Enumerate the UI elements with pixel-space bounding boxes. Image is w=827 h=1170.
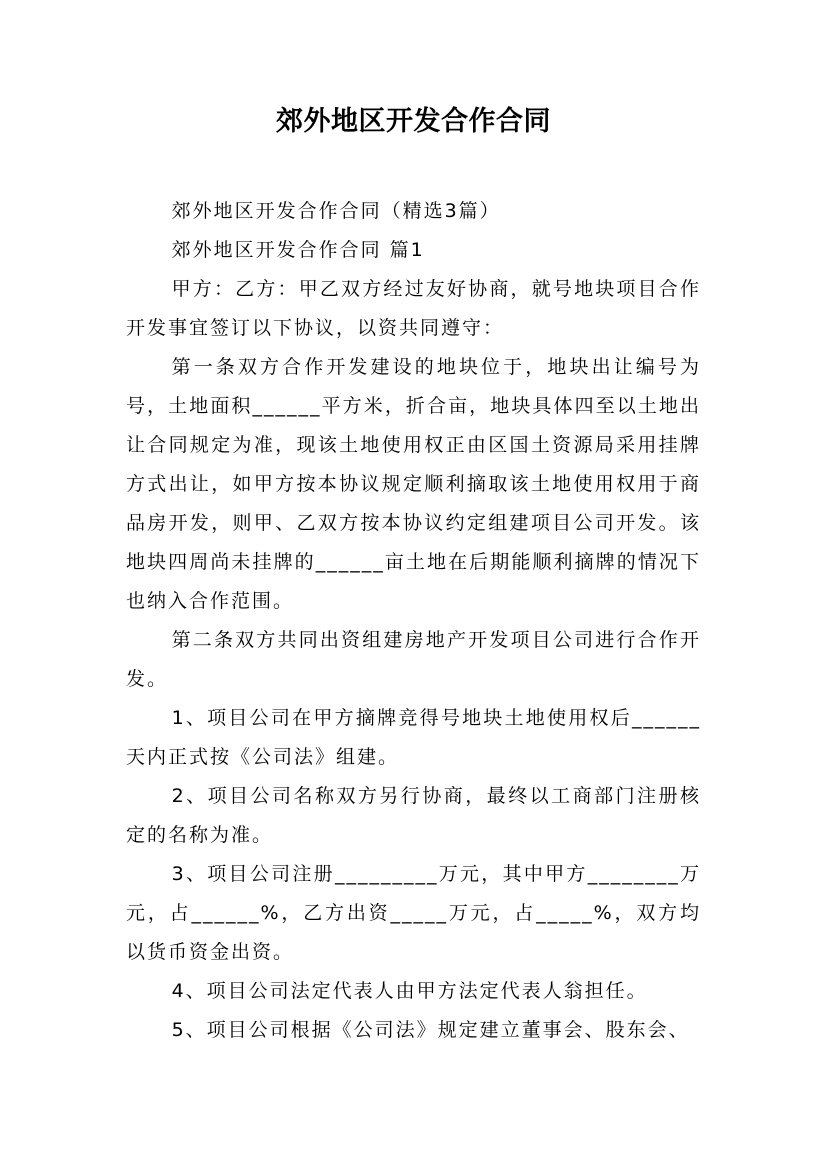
paragraph-clause-5: 5、项目公司根据《公司法》规定建立董事会、股东会、	[171, 1019, 690, 1041]
paragraph-article-2: 第二条双方共同出资组建房地产开发项目公司进行合作开发。	[126, 629, 701, 690]
paragraph-article-1: 第一条双方合作开发建设的地块位于，地块出让编号为号，土地面积______平方米，折合亩，地块具体四至以土地出让合同规定为准，现该土地使用权正由区国土资源局采用挂牌方式出让，如甲方按本协议规定顺利摘取该土地使用权用于商品房开发，则甲、乙双方按本协议约定组建项目公司开发。该地块四周尚未挂牌的______亩土地在后期能顺利摘牌的情况下也纳入合作范围。	[126, 356, 701, 612]
paragraph-section-heading: 郊外地区开发合作合同 篇1	[171, 239, 425, 261]
paragraph-parties: 甲方：乙方：甲乙双方经过友好协商，就号地块项目合作开发事宜签订以下协议，以资共同遵守：	[126, 278, 701, 339]
paragraph-subtitle: 郊外地区开发合作合同（精选3篇）	[171, 200, 501, 222]
document-title: 郊外地区开发合作合同	[276, 106, 551, 137]
paragraph-clause-4: 4、项目公司法定代表人由甲方法定代表人翁担任。	[171, 980, 648, 1002]
paragraph-clause-1: 1、项目公司在甲方摘牌竞得号地块土地使用权后______天内正式按《公司法》组建。	[126, 707, 701, 768]
document-body	[126, 192, 701, 1050]
paragraph-clause-3: 3、项目公司注册_________万元，其中甲方________万元，占______%，乙方出资_____万元，占_____%，双方均以货币资金出资。	[126, 863, 701, 963]
paragraph-clause-2: 2、项目公司名称双方另行协商，最终以工商部门注册核定的名称为准。	[126, 785, 701, 846]
